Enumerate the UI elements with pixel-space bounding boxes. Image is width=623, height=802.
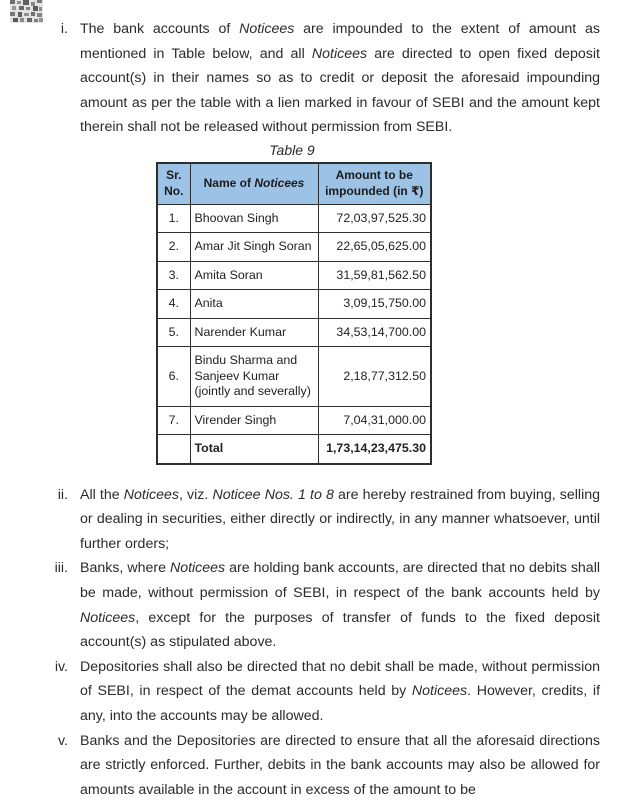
italic-text-run: Noticees (411, 683, 468, 700)
table-row (157, 406, 431, 435)
cell-sr-no: 6. (157, 347, 190, 407)
cell-sr-no: 7. (157, 406, 190, 435)
cell-name: Narender Kumar (190, 318, 318, 347)
text-run: are directed to open fixed deposit account(s) in their names so as to credit or deposit the aforesaid impounding amount as per the table with a lien marked in favour of SEBI and the amount kept therein shall not be released without permission from SEBI. (80, 45, 600, 136)
cell-sr-no: 2. (157, 233, 190, 262)
table-header-row (157, 163, 431, 204)
table-total-row (157, 435, 431, 464)
italic-text-run: Noticees (169, 560, 226, 577)
text-run: All the (80, 486, 124, 503)
cell-name: Amar Jit Singh Soran (190, 233, 318, 262)
table-caption: Table 9 (269, 141, 315, 158)
list-item-marker: v. (58, 732, 68, 749)
table-row (157, 290, 431, 319)
total-amount: 1,73,14,23,475.30 (318, 435, 431, 464)
cell-amount: 2,18,77,312.50 (318, 347, 431, 407)
impounding-table (156, 162, 432, 465)
table-row (157, 204, 431, 233)
cell-sr-no: 3. (157, 261, 190, 290)
list-item-marker: ii. (57, 486, 68, 503)
list-item-marker: i. (60, 21, 68, 37)
list-item-text (80, 655, 600, 729)
list-item-i-host (0, 17, 623, 140)
cell-amount: 3,09,15,750.00 (318, 290, 431, 319)
italic-text-run: Noticees (80, 609, 136, 626)
text-run: The bank accounts of (80, 21, 240, 37)
list-item-text (80, 729, 600, 802)
italic-text-run: Noticees (239, 21, 295, 37)
italic-text-run: Noticees (123, 486, 179, 503)
cell-name: Bhoovan Singh (190, 204, 318, 233)
list-item (0, 729, 623, 802)
cell-name: Virender Singh (190, 406, 318, 435)
cell-amount: 31,59,81,562.50 (318, 261, 431, 290)
cell-amount: 34,53,14,700.00 (318, 318, 431, 347)
cell-sr-no: 5. (157, 318, 190, 347)
list-item (0, 556, 623, 654)
text-run: Banks and the Depositories are directed to ensure that all the aforesaid directions are strictly enforced. Further, debits in the bank accounts may also be allowed for amounts available in the account in excess of the amount to be (80, 732, 600, 798)
text-run: , except for the purposes of transfer of funds to the fixed deposit account(s) as stipulated above. (80, 609, 600, 651)
table-row (157, 347, 431, 407)
italic-text-run: Noticees (311, 45, 368, 62)
list-item (0, 17, 623, 140)
list-item-marker: iii. (54, 560, 68, 577)
text-run: Sr. No. (164, 167, 184, 198)
italic-text-run: Noticees (254, 175, 305, 190)
total-label: Total (190, 435, 318, 464)
cell-name: Bindu Sharma and Sanjeev Kumar (jointly and severally) (190, 347, 318, 407)
text-run: are holding bank accounts, are directed that no debits shall be made, without permission of SEBI, in respect of the bank accounts held by (80, 560, 600, 601)
list-item-text (80, 17, 600, 140)
column-header (190, 163, 318, 204)
text-run: , viz. (178, 486, 213, 503)
cell-amount: 22,65,05,625.00 (318, 233, 431, 262)
table-row (157, 318, 431, 347)
text-run: . However, credits, if any, into the accounts may be allowed. (80, 683, 601, 724)
column-header (318, 163, 431, 204)
list-items-rest-host (0, 483, 623, 802)
cell-name: Anita (190, 290, 318, 319)
list-item (0, 655, 623, 729)
cell-sr-no-empty (157, 435, 190, 464)
text-run: Amount to be impounded (in ₹) (325, 167, 424, 198)
text-run: are impounded to the extent of amount as mentioned in Table below, and all (80, 21, 600, 62)
cell-amount: 72,03,97,525.30 (318, 204, 431, 233)
table-row (157, 233, 431, 262)
table-row (157, 261, 431, 290)
cell-amount: 7,04,31,000.00 (318, 406, 431, 435)
italic-text-run: Noticee Nos. 1 to 8 (212, 486, 334, 503)
list-item-text (80, 556, 600, 654)
list-item (0, 483, 623, 557)
text-run: Depositories shall also be directed that no debit shall be made, without permission of SEBI, in respect of the demat accounts held by (80, 658, 600, 700)
column-header (157, 163, 190, 204)
list-item-marker: iv. (54, 658, 68, 675)
cell-name: Amita Soran (190, 261, 318, 290)
list-item-text (80, 483, 600, 557)
text-run: Banks, where (80, 560, 170, 577)
cell-sr-no: 4. (157, 290, 190, 319)
text-run: are hereby restrained from buying, selling or dealing in securities, either directly or indirectly, in any manner whatsoever, until further orders; (80, 486, 601, 552)
scan-artifact (10, 0, 43, 23)
cell-sr-no: 1. (157, 204, 190, 233)
text-run: Name of (203, 175, 255, 190)
